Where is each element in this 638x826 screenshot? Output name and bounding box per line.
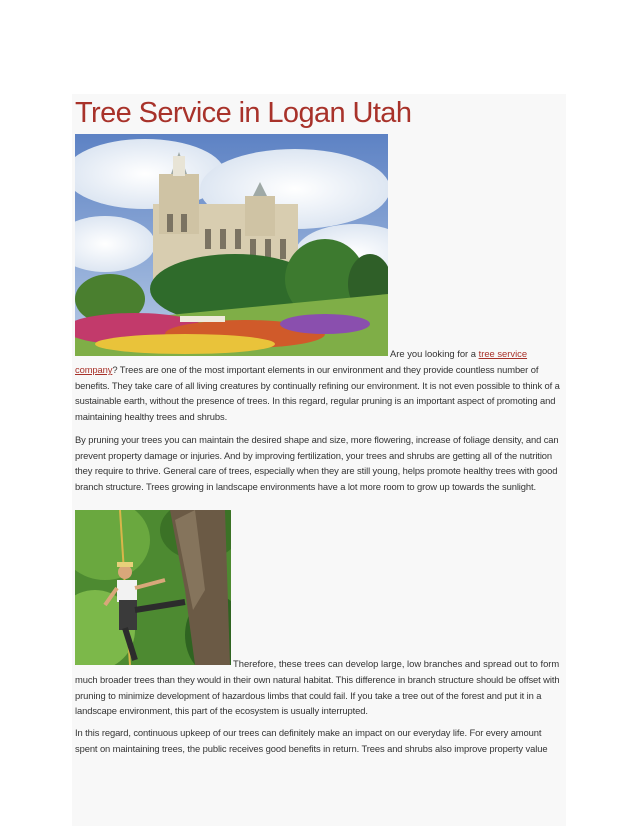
arborist-photo — [75, 510, 231, 665]
temple-photo — [75, 134, 388, 356]
paragraph-1 — [75, 362, 565, 424]
paragraph-3 — [75, 672, 565, 719]
tree-service-link[interactable]: tree service — [478, 348, 528, 359]
para1-lead-line — [390, 346, 527, 362]
para3-lead: Therefore, these trees can develop large, low branches and spread out to form — [233, 658, 560, 669]
para2-text: By pruning your trees you can maintain the desired shape and size, more flowering, increase of foliage density, and can prevent property damage or injuries. And by improving fertilization, your trees and shrubs are getting all of the nutrition they require to thrive. General care of trees, especially when they are still young, helps promote healthy trees with good branch structure. Trees growing in landscape environments have a lot more room to grow up towards the sunlight. — [75, 434, 559, 492]
paragraph-2 — [75, 432, 565, 494]
para3-rest: much broader trees than they would in their own natural habitat. This difference in branch structure should be offset with pruning to minimize development of hazardous limbs that could fail. If you take a tree out of the forest and put it in a landscape environment, this part of the ecosystem is usually interrupted. — [75, 674, 560, 717]
company-link[interactable]: company — [75, 364, 113, 375]
para4-text: In this regard, continuous upkeep of our trees can definitely make an impact on our everyday life. For every amount spent on maintaining trees, the public receives good benefits in return. Trees and shrubs also improve property value — [75, 727, 548, 754]
page-title: Tree Service in Logan Utah — [75, 97, 412, 129]
paragraph-4 — [75, 725, 565, 756]
para1-lead: Are you looking for a — [390, 348, 479, 359]
para1-rest: ? Trees are one of the most important elements in our environment and they provide countless number of benefits. They take care of all living creatures by continually refining our environment. It is not even possible to think of a sustainable earth, without the presence of trees. In this regard, regular pruning is an important aspect of promoting and maintaining healthy trees and shrubs. — [75, 364, 560, 422]
